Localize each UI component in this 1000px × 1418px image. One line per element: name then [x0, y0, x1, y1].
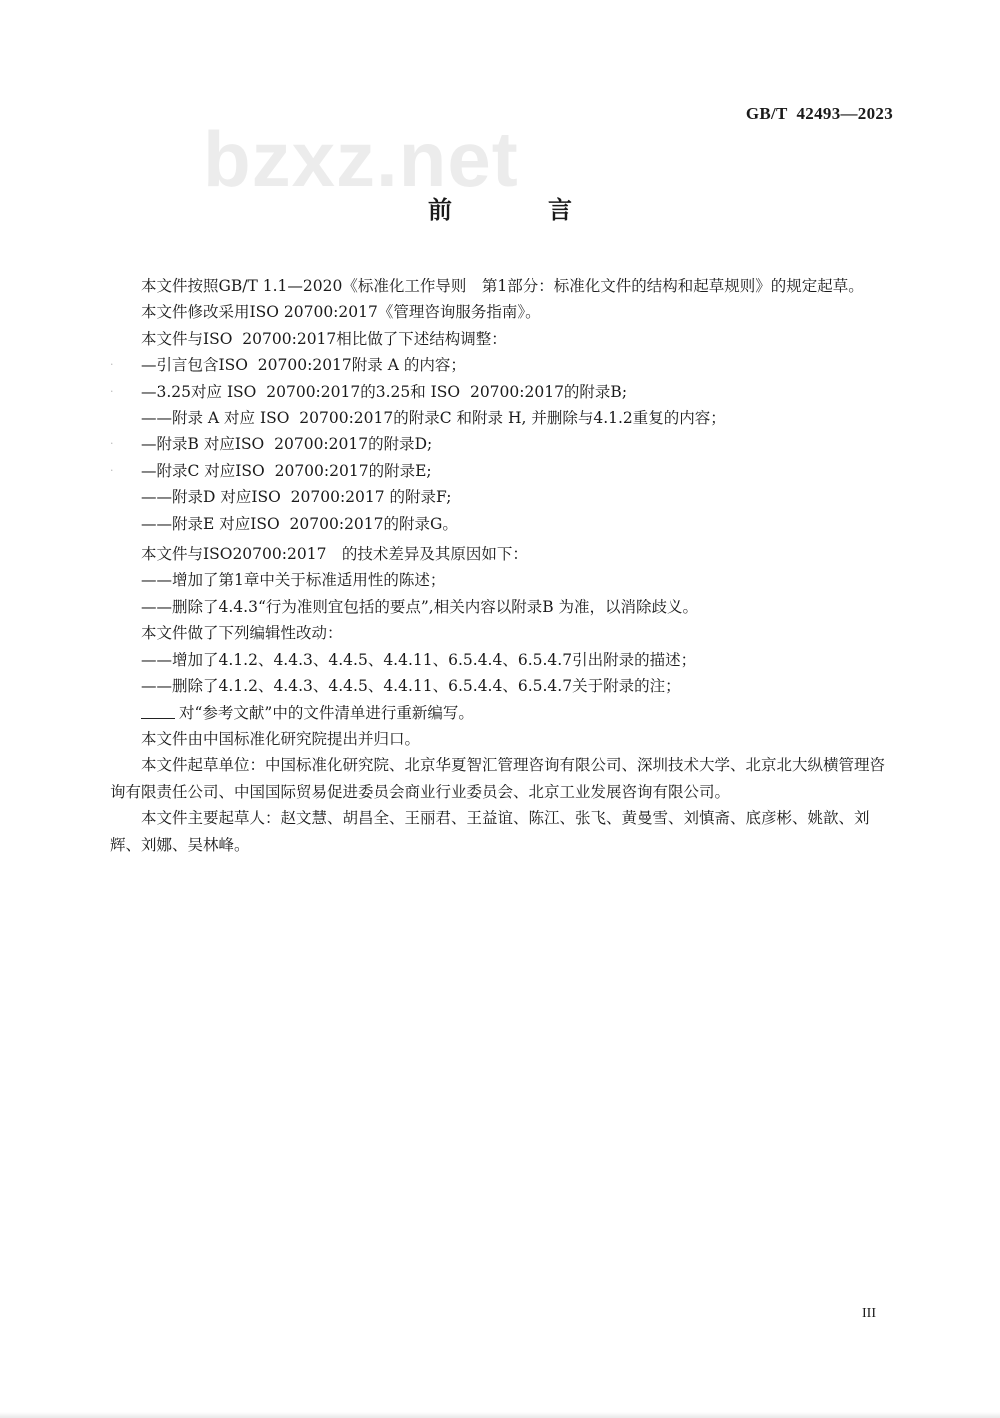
bullet-dot-icon: · [110, 384, 114, 398]
paragraph-drafting-rules: 本文件按照GB/T 1.1—2020《标准化工作导则 第1部分：标准化文件的结构和起草规则》的规定起草。 [141, 277, 864, 295]
paragraph-editorial-changes: 本文件做了下列编辑性改动： [141, 624, 343, 643]
list-item: · —3.25对应 ISO 20700:2017的3.25和 ISO 20700:2017的附录B; [110, 379, 890, 405]
list-item: · —附录B 对应ISO 20700:2017的附录D; [110, 431, 890, 457]
list-item: ——增加了4.1.2、4.4.3、4.4.5、4.4.11、6.5.4.4、6.5.4.7引出附录的描述； [141, 650, 697, 669]
paragraph-proposer: 本文件由中国标准化研究院提出并归口。 [141, 729, 421, 748]
list-item: ——附录 A 对应 ISO 20700:2017的附录C 和附录 H, 并删除与4.1.2重复的内容； [141, 409, 726, 428]
document-body [110, 273, 890, 858]
list-item: ——附录E 对应ISO 20700:2017的附录G。 [141, 514, 458, 533]
list-item: ——增加了第1章中关于标准适用性的陈述； [141, 571, 446, 590]
page-edge-shadow [0, 1412, 1000, 1418]
bullet-dot-icon: · [110, 463, 114, 477]
paragraph-drafting-units: 本文件起草单位：中国标准化研究院、北京华夏智汇管理咨询有限公司、深圳技术大学、北京北大纵横管理咨询有限责任公司、中国国际贸易促进委员会商业行业委员会、北京工业发展咨询有限公司。 [110, 756, 886, 801]
list-item: · —附录C 对应ISO 20700:2017的附录E; [110, 458, 890, 484]
paragraph-adoption: 本文件修改采用ISO 20700:2017《管理咨询服务指南》。 [141, 303, 541, 322]
bullet-dot-icon: · [110, 358, 114, 372]
list-item: · —引言包含ISO 20700:2017附录 A 的内容； [110, 352, 890, 378]
list-item: ——附录D 对应ISO 20700:2017 的附录F; [141, 488, 452, 507]
list-item: 对“参考文献”中的文件清单进行重新编写。 [110, 700, 890, 726]
watermark-text: bzxz.net [203, 115, 519, 203]
page-number: III [862, 1306, 876, 1321]
list-item: ——删除了4.1.2、4.4.3、4.4.5、4.4.11、6.5.4.4、6.5.4.7关于附录的注； [141, 677, 681, 696]
list-item: ——删除了4.4.3“行为准则宜包括的要点”,相关内容以附录B 为准，以消除歧义。 [141, 597, 699, 616]
bullet-dot-icon: · [110, 437, 114, 451]
underline-blank [141, 704, 175, 719]
page-title: 前 言 [428, 196, 608, 224]
paragraph-technical-differences: 本文件与ISO20700:2017 的技术差异及其原因如下： [141, 545, 528, 564]
paragraph-structure-changes: 本文件与ISO 20700:2017相比做了下述结构调整： [141, 329, 507, 348]
paragraph-drafters: 本文件主要起草人：赵文慧、胡昌全、王丽君、王益谊、陈江、张飞、黄曼雪、刘慎斋、底彦彬、姚歆、刘辉、刘娜、吴林峰。 [110, 809, 870, 854]
standard-code: GB/T 42493—2023 [745, 104, 893, 123]
